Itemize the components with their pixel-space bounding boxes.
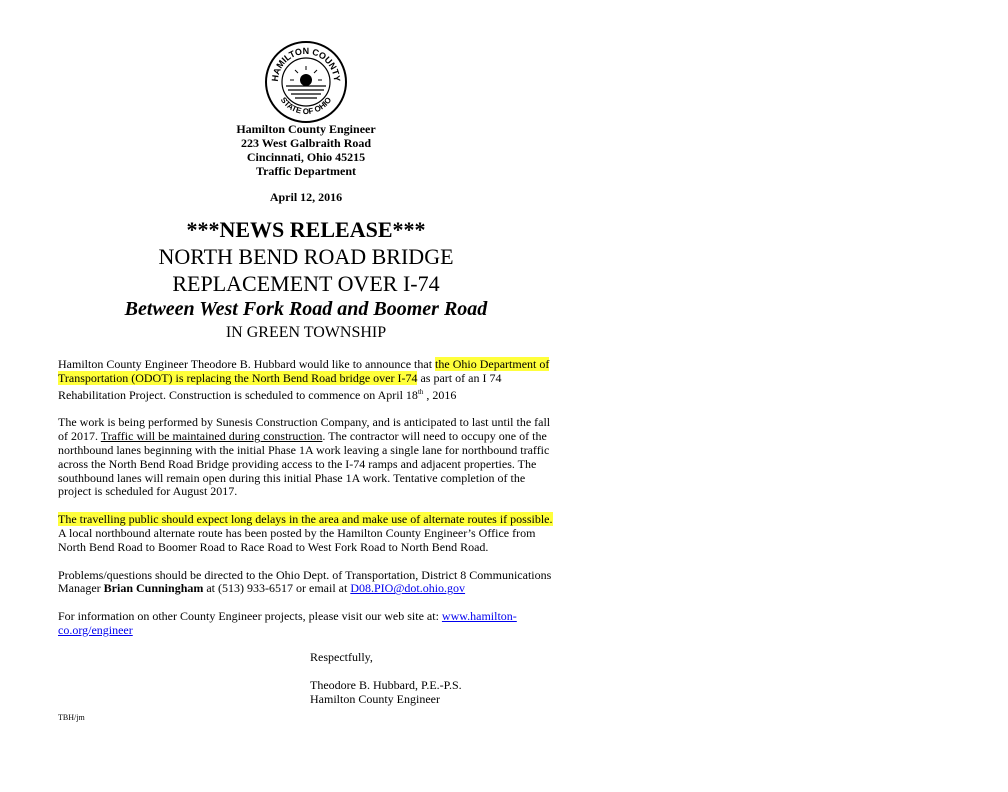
office-name: Hamilton County Engineer: [236, 122, 376, 136]
headline-line-1: NORTH BEND ROAD BRIDGE: [158, 244, 454, 269]
paragraph-website: For information on other County Engineer projects, please visit our web site at: www.hamilton-co.org/engineer: [58, 609, 517, 637]
city-state-zip: Cincinnati, Ohio 45215: [246, 150, 366, 164]
paragraph-alternate-route: The travelling public should expect long delays in the area and make use of alternate routes if possible. A local northbound alternate route has been posted by the Hamilton County Engineer’s Office from North Bend Road to Boomer Road to Race Road to West Fork Road to North Bend Road.: [58, 512, 553, 554]
closing: Respectfully,: [310, 650, 373, 664]
release-body: [58, 358, 558, 652]
headline-line-2: REPLACEMENT OVER I-74: [172, 271, 440, 296]
signature-block: [310, 650, 570, 706]
svg-text:STATE OF OHIO: STATE OF OHIO: [278, 95, 334, 117]
highlighted-text: the Ohio Department of Transportation (ODOT) is replacing the North Bend Road bridge over I-74: [58, 357, 550, 385]
paragraph-announcement: Hamilton County Engineer Theodore B. Hubbard would like to announce that the Ohio Department of Transportation (ODOT) is replacing the North Bend Road bridge over I-74 as part of an I 74 Rehabilitation Project. Construction is scheduled to commence on April 18th , 2016: [58, 357, 550, 402]
release-date: April 12, 2016: [269, 190, 343, 204]
headline-subtitle: Between West Fork Road and Boomer Road: [124, 298, 488, 320]
headline-block: [60, 216, 552, 343]
highlighted-text: The travelling public should expect long delays in the area and make use of alternate routes if possible.: [58, 512, 553, 527]
office-address-block: [200, 122, 412, 178]
paragraph-work-details: The work is being performed by Sunesis Construction Company, and is anticipated to last until the fall of 2017. Traffic will be maintained during construction. The contractor will need to occupy one of the northbound lanes beginning with the initial Phase 1A work leaving a single lane for northbound traffic across the North Bend Road Bridge providing access to the I-74 ramps and adjacent properties. The southbound lanes will remain open during this initial Phase 1A work. Tentative completion of the project is scheduled for August 2017.: [58, 415, 551, 499]
signer-name: Theodore B. Hubbard, P.E.-P.S.: [310, 678, 462, 692]
paragraph-contact: Problems/questions should be directed to the Ohio Dept. of Transportation, District 8 Communications Manager Brian Cunningham at (513) 933-6517 or email at D08.PIO@dot.ohio.gov: [58, 567, 552, 596]
headline-location: IN GREEN TOWNSHIP: [225, 324, 387, 341]
typist-initials: TBH/jm: [58, 713, 85, 722]
county-seal-logo: [264, 40, 348, 124]
street-address: 223 West Galbraith Road: [240, 136, 372, 150]
department-name: Traffic Department: [255, 164, 357, 178]
news-release-title: ***NEWS RELEASE***: [186, 217, 426, 242]
signer-title: Hamilton County Engineer: [310, 692, 440, 706]
underlined-text: Traffic will be maintained during construction: [100, 429, 323, 444]
svg-text:HAMILTON COUNTY: HAMILTON COUNTY: [269, 45, 343, 82]
website-link[interactable]: www.hamilton-co.org/engineer: [58, 609, 517, 637]
email-link[interactable]: D08.PIO@dot.ohio.gov: [350, 581, 466, 596]
contact-name: Brian Cunningham: [103, 581, 204, 596]
